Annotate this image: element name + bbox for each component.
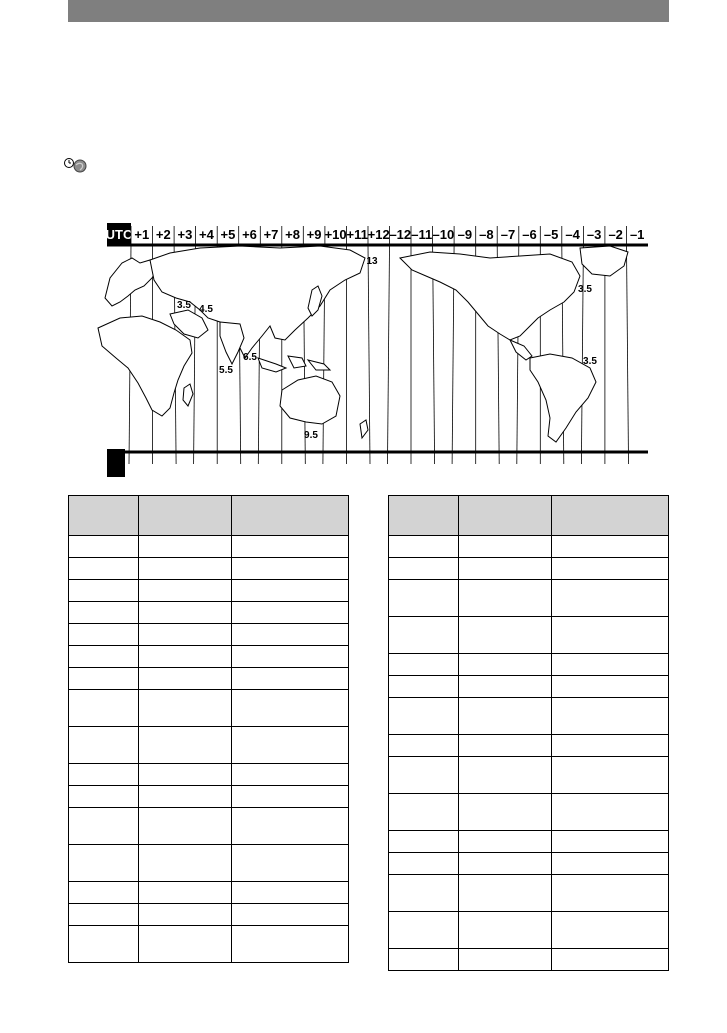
tz-offset-label: +10 <box>324 227 347 242</box>
table-row <box>389 698 669 735</box>
utc-label: UTC <box>105 227 133 242</box>
table-cell <box>551 735 668 757</box>
table-cell <box>69 808 139 845</box>
table-cell <box>389 580 459 617</box>
table-cell <box>459 676 551 698</box>
table-header-row <box>389 496 669 536</box>
table-cell <box>551 757 668 794</box>
table-row <box>69 536 349 558</box>
tz-offset-label: –10 <box>432 227 455 242</box>
tz-offset-label: +12 <box>367 227 390 242</box>
table-cell <box>231 727 348 764</box>
table-cell <box>459 912 551 949</box>
table-cell <box>139 727 231 764</box>
table-row <box>389 580 669 617</box>
tz-offset-label: –8 <box>479 227 494 242</box>
table-cell <box>231 845 348 882</box>
table-row <box>389 617 669 654</box>
table-cell <box>389 676 459 698</box>
table-cell <box>69 882 139 904</box>
table-cell <box>551 654 668 676</box>
table-row <box>389 912 669 949</box>
table-cell <box>389 617 459 654</box>
table-row <box>69 580 349 602</box>
table-cell <box>231 764 348 786</box>
map-offset-label: 4.5 <box>199 304 213 315</box>
time-zone-table-right <box>388 495 669 971</box>
table-row <box>69 624 349 646</box>
tz-offset-label: +5 <box>220 227 236 242</box>
table-cell <box>459 698 551 735</box>
table-cell <box>389 757 459 794</box>
table-cell <box>139 808 231 845</box>
table-header-cell <box>389 496 459 536</box>
table-header-cell <box>139 496 231 536</box>
tz-offset-label: –2 <box>608 227 623 242</box>
map-offset-label: 3.5 <box>177 300 191 311</box>
table-cell <box>551 676 668 698</box>
map-offset-label: 6.5 <box>243 352 257 363</box>
table-cell <box>69 786 139 808</box>
table-cell <box>231 926 348 963</box>
table-cell <box>139 882 231 904</box>
table-cell <box>139 786 231 808</box>
tz-offset-label: –6 <box>522 227 537 242</box>
tz-offset-label: –9 <box>457 227 473 242</box>
table-cell <box>459 580 551 617</box>
tz-offset-label: –5 <box>543 227 559 242</box>
table-cell <box>389 949 459 971</box>
table-cell <box>389 794 459 831</box>
tz-offset-label: +7 <box>263 227 279 242</box>
table-cell <box>139 624 231 646</box>
table-cell <box>389 853 459 875</box>
time-zone-table-left <box>68 495 349 963</box>
table-cell <box>459 875 551 912</box>
table-row <box>69 764 349 786</box>
table-cell <box>69 558 139 580</box>
table-cell <box>389 536 459 558</box>
table-cell <box>139 646 231 668</box>
zone-boundary-line <box>627 245 629 464</box>
table-cell <box>139 764 231 786</box>
table-cell <box>389 698 459 735</box>
table-cell <box>231 536 348 558</box>
table-cell <box>459 654 551 676</box>
table-cell <box>231 668 348 690</box>
tz-offset-label: +11 <box>346 227 368 242</box>
tz-offset-label: –1 <box>629 227 645 242</box>
table-row <box>389 853 669 875</box>
table-cell <box>139 536 231 558</box>
table-cell <box>231 808 348 845</box>
table-cell <box>231 646 348 668</box>
table-row <box>389 831 669 853</box>
table-row <box>69 727 349 764</box>
table-cell <box>551 698 668 735</box>
table-cell <box>459 794 551 831</box>
zone-boundary-line <box>388 245 390 464</box>
table-row <box>389 558 669 580</box>
table-cell <box>139 580 231 602</box>
table-cell <box>551 558 668 580</box>
table-cell <box>69 845 139 882</box>
table-cell <box>389 875 459 912</box>
table-cell <box>139 690 231 727</box>
table-row <box>69 668 349 690</box>
section-header-bar <box>68 0 669 22</box>
table-cell <box>69 624 139 646</box>
table-cell <box>69 904 139 926</box>
table-row <box>389 676 669 698</box>
table-row <box>389 875 669 912</box>
tz-offset-label: –7 <box>500 227 516 242</box>
tz-offset-label: +9 <box>306 227 322 242</box>
table-cell <box>231 558 348 580</box>
table-cell <box>459 558 551 580</box>
table-cell <box>459 757 551 794</box>
table-row <box>389 536 669 558</box>
table-cell <box>69 646 139 668</box>
table-cell <box>389 654 459 676</box>
table-cell <box>551 536 668 558</box>
table-row <box>69 558 349 580</box>
tz-offset-label: –3 <box>586 227 602 242</box>
table-cell <box>389 831 459 853</box>
table-cell <box>459 735 551 757</box>
table-row <box>389 757 669 794</box>
map-offset-label: 9.5 <box>304 430 318 441</box>
table-cell <box>231 602 348 624</box>
table-cell <box>459 536 551 558</box>
table-cell <box>551 875 668 912</box>
tz-offset-label: –11 <box>411 227 433 242</box>
map-offset-label: 5.5 <box>219 365 233 376</box>
tz-offset-label: +1 <box>134 227 150 242</box>
table-cell <box>231 786 348 808</box>
table-header-cell <box>459 496 551 536</box>
continent-outlines <box>98 246 628 442</box>
table-cell <box>69 668 139 690</box>
table-cell <box>551 853 668 875</box>
zone-boundary-line <box>368 245 370 464</box>
table-cell <box>231 690 348 727</box>
table-cell <box>139 558 231 580</box>
table-cell <box>69 926 139 963</box>
tz-offset-label: +8 <box>285 227 301 242</box>
table-cell <box>551 949 668 971</box>
table-cell <box>231 624 348 646</box>
table-cell <box>69 764 139 786</box>
map-offset-label: 13 <box>366 256 378 267</box>
table-cell <box>139 904 231 926</box>
tz-offset-label: –12 <box>389 227 412 242</box>
table-cell <box>139 602 231 624</box>
table-cell <box>389 735 459 757</box>
table-header-cell <box>231 496 348 536</box>
table-row <box>69 845 349 882</box>
tz-offset-label: +4 <box>198 227 214 242</box>
map-offset-label: 3.5 <box>583 356 597 367</box>
map-offset-label: 3.5 <box>578 284 592 295</box>
table-header-row <box>69 496 349 536</box>
table-cell <box>551 794 668 831</box>
tz-offset-label: +6 <box>242 227 257 242</box>
table-cell <box>139 668 231 690</box>
table-cell <box>551 831 668 853</box>
table-cell <box>551 580 668 617</box>
table-header-cell <box>69 496 139 536</box>
tz-offset-label: +2 <box>155 227 171 242</box>
table-cell <box>551 617 668 654</box>
table-row <box>69 690 349 727</box>
tz-offset-label: –4 <box>565 227 580 242</box>
table-row <box>69 646 349 668</box>
table-row <box>69 786 349 808</box>
table-cell <box>459 949 551 971</box>
table-row <box>69 602 349 624</box>
table-row <box>69 882 349 904</box>
world-time-zone-map <box>80 218 652 484</box>
table-row <box>69 808 349 845</box>
table-cell <box>139 926 231 963</box>
table-row <box>389 794 669 831</box>
table-cell <box>69 602 139 624</box>
table-cell <box>69 727 139 764</box>
table-cell <box>389 912 459 949</box>
table-cell <box>139 845 231 882</box>
table-cell <box>551 912 668 949</box>
zone-boundary-line <box>581 245 583 464</box>
table-cell <box>459 831 551 853</box>
table-row <box>389 735 669 757</box>
table-cell <box>389 558 459 580</box>
table-cell <box>69 536 139 558</box>
table-row <box>69 926 349 963</box>
table-cell <box>69 690 139 727</box>
table-header-cell <box>551 496 668 536</box>
tz-offset-label: +3 <box>177 227 193 242</box>
table-row <box>389 949 669 971</box>
table-cell <box>231 882 348 904</box>
table-cell <box>231 904 348 926</box>
table-cell <box>459 617 551 654</box>
table-cell <box>459 853 551 875</box>
table-cell <box>69 580 139 602</box>
table-row <box>69 904 349 926</box>
clock-globe-icon <box>62 157 92 173</box>
table-cell <box>231 580 348 602</box>
table-row <box>389 654 669 676</box>
